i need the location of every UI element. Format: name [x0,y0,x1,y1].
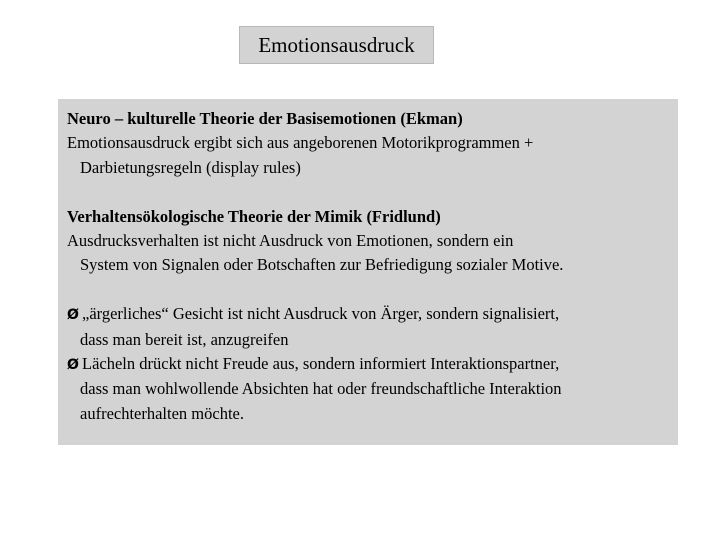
arrow-bullet-icon: Ø [67,357,79,374]
fridlund-text-line-1: Ausdrucksverhalten ist nicht Ausdruck von Emotionen, sondern ein [67,231,514,251]
spacer [67,278,669,302]
bullet-item [67,302,669,327]
arrow-bullet-icon: Ø [67,307,79,324]
content-box [58,99,678,445]
bullet-item [67,352,669,377]
slide-title: Emotionsausdruck [258,32,415,57]
bullet-text-line-1: Lächeln drückt nicht Freude aus, sondern informiert Interaktionspartner, [82,354,560,374]
ekman-heading: Neuro – kulturelle Theorie der Basisemotionen (Ekman) [67,109,463,128]
bullet-text-line-2: dass man bereit ist, anzugreifen [80,329,289,349]
bullet-text-line-3: aufrechterhalten möchte. [80,403,244,423]
slide-title-box [239,26,434,64]
ekman-text-line-2: Darbietungsregeln (display rules) [80,157,301,177]
fridlund-heading: Verhaltensökologische Theorie der Mimik (Fridlund) [67,206,441,226]
fridlund-text-line-2: System von Signalen oder Botschaften zur Befriedigung sozialer Motive. [80,255,564,275]
bullet-text-line-2: dass man wohlwollende Absichten hat oder freundschaftliche Interaktion [80,379,562,399]
ekman-text-line-1: Emotionsausdruck ergibt sich aus angeborenen Motorikprogrammen + [67,133,534,153]
bullet-text-line-1: „ärgerliches“ Gesicht ist nicht Ausdruck von Ärger, sondern signalisiert, [82,304,560,324]
spacer [67,180,669,204]
